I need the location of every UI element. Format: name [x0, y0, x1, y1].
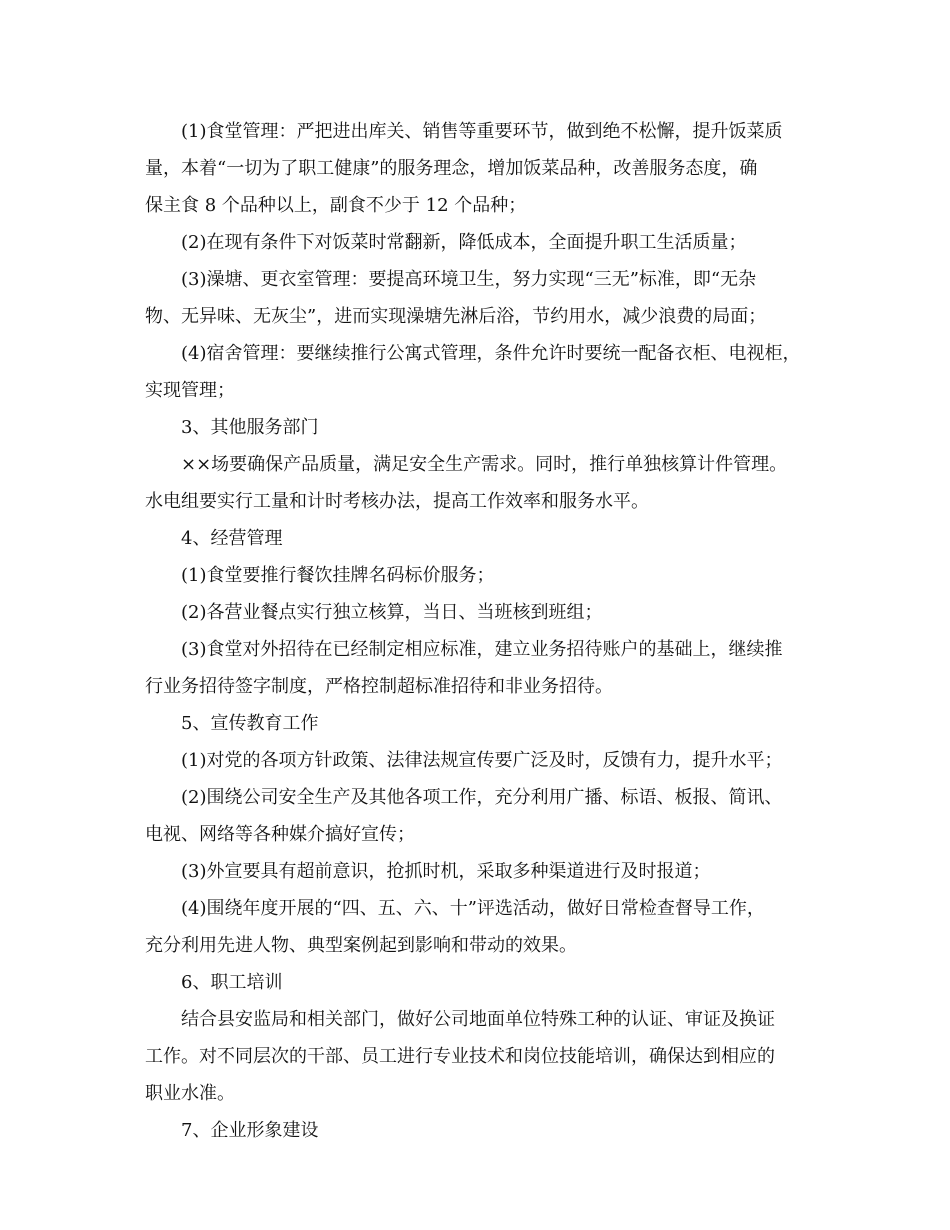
section-heading: 4、经营管理	[181, 528, 283, 549]
paragraph-line: (3)食堂对外招待在已经制定相应标准，建立业务招待账户的基础上，继续推	[181, 639, 783, 660]
paragraph-line: 量，本着“一切为了职工健康”的服务理念，增加饭菜品种，改善服务态度，确	[145, 158, 758, 179]
paragraph-line: (2)在现有条件下对饭菜时常翻新，降低成本，全面提升职工生活质量；	[181, 232, 747, 253]
section-heading: 6、职工培训	[181, 972, 283, 993]
paragraph-line: (1)食堂管理：严把进出库关、销售等重要环节，做到绝不松懈，提升饭菜质	[181, 121, 783, 142]
paragraph-line: (3)外宣要具有超前意识，抢抓时机，采取多种渠道进行及时报道；	[181, 861, 711, 882]
paragraph-line: 职业水准。	[145, 1083, 235, 1104]
paragraph-line: 保主食 8 个品种以上，副食不少于 12 个品种；	[145, 195, 527, 216]
paragraph-line: (2)各营业餐点实行独立核算，当日、当班核到班组；	[181, 602, 603, 623]
section-heading: 5、宣传教育工作	[181, 713, 319, 734]
section-heading: 7、企业形象建设	[181, 1120, 319, 1141]
paragraph-line: (4)围绕年度开展的“四、五、六、十”评选活动，做好日常检查督导工作，	[181, 898, 765, 919]
paragraph-line: 充分利用先进人物、典型案例起到影响和带动的效果。	[145, 935, 577, 956]
paragraph-line: (2)围绕公司安全生产及其他各项工作，充分利用广播、标语、板报、简讯、	[181, 787, 783, 808]
paragraph-line: (4)宿舍管理：要继续推行公寓式管理，条件允许时要统一配备衣柜、电视柜，	[181, 343, 801, 364]
paragraph-line: 电视、网络等各种媒介搞好宣传；	[145, 824, 415, 845]
paragraph-line: (1)食堂要推行餐饮挂牌名码标价服务；	[181, 565, 495, 586]
paragraph-line: 实现管理；	[145, 380, 235, 401]
paragraph-line: (1)对党的各项方针政策、法律法规宣传要广泛及时，反馈有力，提升水平；	[181, 750, 783, 771]
paragraph-line: (3)澡塘、更衣室管理：要提高环境卫生，努力实现“三无”标准，即“无杂	[181, 269, 757, 290]
paragraph-line: 结合县安监局和相关部门，做好公司地面单位特殊工种的认证、审证及换证	[181, 1009, 775, 1030]
paragraph-line: 行业务招待签字制度，严格控制超标准招待和非业务招待。	[145, 676, 613, 697]
paragraph-line: 工作。对不同层次的干部、员工进行专业技术和岗位技能培训，确保达到相应的	[145, 1046, 775, 1067]
paragraph-line: 物、无异味、无灰尘”，进而实现澡塘先淋后浴，节约用水，减少浪费的局面；	[145, 306, 767, 327]
paragraph-line: ××场要确保产品质量，满足安全生产需求。同时，推行单独核算计件管理。	[181, 454, 788, 475]
section-heading: 3、其他服务部门	[181, 417, 319, 438]
paragraph-line: 水电组要实行工量和计时考核办法，提高工作效率和服务水平。	[145, 491, 649, 512]
document-body	[145, 113, 815, 1149]
